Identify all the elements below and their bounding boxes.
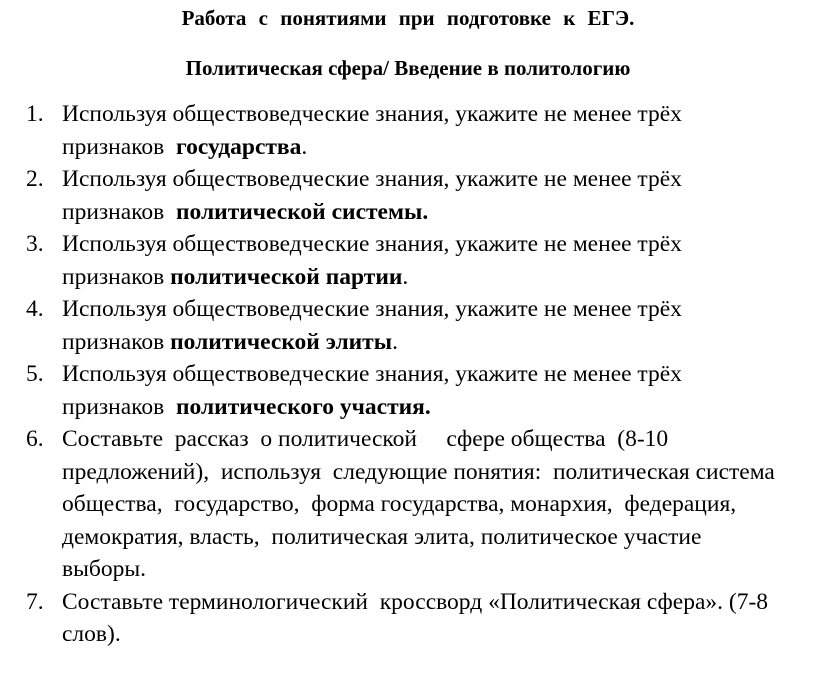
task-number: 3. (26, 231, 44, 257)
task-prefix: признаков (62, 198, 177, 225)
task-suffix: . (402, 263, 409, 290)
task-item (0, 586, 800, 651)
task-term: политической элиты (170, 328, 393, 355)
task-prefix: признаков (62, 133, 177, 160)
task-line (62, 391, 800, 424)
task-prefix: признаков (62, 263, 171, 290)
task-line: Составьте терминологический кроссворд «Политическая сфера». (7-8 (62, 588, 769, 615)
task-line (62, 326, 800, 359)
task-number: 5. (26, 361, 44, 387)
task-item (0, 423, 800, 586)
task-line: общества, государство, форма государства, монархия, федерация, (62, 491, 737, 517)
page-title: Работа с понятиями при подготовке к ЕГЭ. (181, 6, 635, 30)
task-line: предложений), используя следующие понятия: политическая система (62, 458, 775, 485)
task-number: 4. (26, 296, 44, 322)
task-line: демократия, власть, политическая элита, политическое участие (62, 523, 702, 550)
task-item (0, 163, 800, 228)
task-suffix: . (301, 133, 308, 160)
task-term: политического участия. (176, 393, 431, 420)
task-prefix: признаков (62, 328, 171, 355)
task-suffix: . (392, 328, 398, 355)
task-number: 6. (26, 426, 44, 452)
task-line (62, 131, 800, 164)
task-line: Составьте рассказ о политической сфере общества (8-10 (62, 426, 669, 452)
task-line: Используя обществоведческие знания, укажите не менее трёх (62, 101, 682, 127)
task-line: выборы. (62, 556, 147, 582)
task-number: 7. (26, 588, 44, 615)
task-line: слов). (62, 621, 121, 647)
task-line: Используя обществоведческие знания, укажите не менее трёх (62, 166, 682, 192)
task-line: Используя обществоведческие знания, укажите не менее трёх (62, 296, 682, 322)
task-term: государства (176, 133, 302, 160)
task-line: Используя обществоведческие знания, укажите не менее трёх (62, 231, 682, 257)
task-number: 2. (26, 166, 44, 192)
task-term: политической системы. (176, 198, 429, 225)
task-list (0, 98, 800, 651)
task-term: политической партии (170, 263, 403, 290)
page-subtitle: Политическая сфера/ Введение в политологию (185, 56, 631, 80)
task-line (62, 261, 800, 294)
task-item (0, 228, 800, 293)
task-item (0, 98, 800, 163)
task-number: 1. (26, 101, 44, 127)
task-prefix: признаков (62, 393, 177, 420)
task-line (62, 196, 800, 229)
task-item (0, 358, 800, 423)
task-item (0, 293, 800, 358)
task-line: Используя обществоведческие знания, укажите не менее трёх (62, 361, 682, 387)
